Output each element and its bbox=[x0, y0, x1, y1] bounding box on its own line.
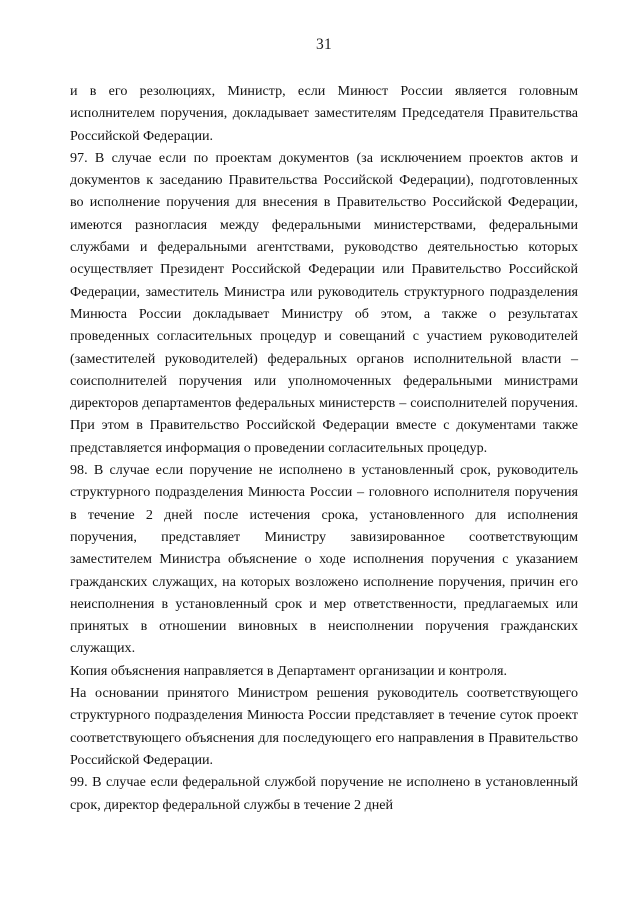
paragraph-minister-decision: На основании принятого Министром решения руководитель соответствующего структурного подразделения Минюста России представляет в течение суток проект соответствующего объяснения для последующего его направления в Правительство Российской Федерации. bbox=[70, 685, 578, 768]
page-number: 31 bbox=[316, 36, 332, 53]
paragraph-97: 97. В случае если по проектам документов (за исключением проектов актов и документов к заседанию Правительства Российской Федерации), подготовленных во исполнение поручения для внесения в Правительство Российской Федерации, имеются разногласия между федеральными министерствами, федеральными службами и федеральными агентствами, руководство деятельностью которых осуществляет Президент Российской Федерации или Правительство Российской Федерации, заместитель Министра или руководитель структурного подразделения Минюста России докладывает Министру об этом, а также о результатах проведенных согласительных процедур и совещаний с участием руководителей (заместителей руководителей) федеральных органов исполнительной власти – соисполнителей поручения или уполномоченных федеральными министрами директоров департаментов федеральных министерств – соисполнителей поручения. При этом в Правительство Российской Федерации вместе с документами также представляется информация о проведении согласительных процедур. bbox=[70, 149, 578, 456]
paragraph-copy-of-explanation: Копия объяснения направляется в Департамент организации и контроля. bbox=[70, 662, 508, 679]
paragraph-continued: и в его резолюциях, Министр, если Минюст России является головным исполнителем поручения, докладывает заместителям Председателя Правительства Российской Федерации. bbox=[70, 83, 578, 144]
paragraph-98: 98. В случае если поручение не исполнено в установленный срок, руководитель структурного подразделения Минюста России – головного исполнителя поручения в течение 2 дней после истечения срока, установленного для исполнения поручения, представляет Министру завизированное соответствующим заместителем Министра объяснение о ходе исполнения поручения с указанием гражданских служащих, на которых возложено исполнение поручения, причин его неисполнения в установленный срок и мер ответственности, предлагаемых или принятых в отношении виновных в неисполнении поручения гражданских служащих. bbox=[70, 462, 578, 657]
paragraph-99: 99. В случае если федеральной службой поручение не исполнено в установленный срок, директор федеральной службы в течение 2 дней bbox=[70, 774, 578, 813]
document-body bbox=[70, 80, 578, 816]
